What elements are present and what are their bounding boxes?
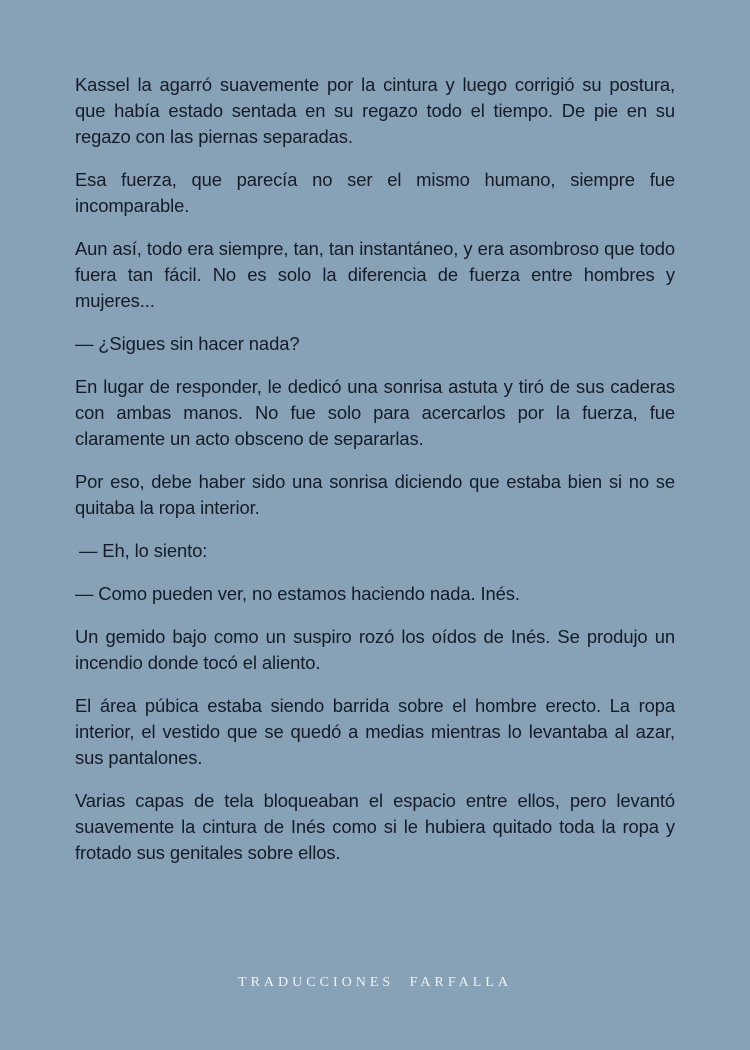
paragraph: El área púbica estaba siendo barrida sobre el hombre erecto. La ropa interior, el vestido que se quedó a medias mientras lo levantaba al azar, sus pantalones. [75,695,675,768]
page-body [75,72,675,883]
paragraph: Un gemido bajo como un suspiro rozó los oídos de Inés. Se produjo un incendio donde tocó el aliento. [75,626,675,673]
dialogue-line: — ¿Sigues sin hacer nada? [75,333,300,354]
paragraph: Aun así, todo era siempre, tan, tan instantáneo, y era asombroso que todo fuera tan fácil. No es solo la diferencia de fuerza entre hombres y mujeres... [75,238,675,311]
paragraph: Por eso, debe haber sido una sonrisa diciendo que estaba bien si no se quitaba la ropa interior. [75,471,675,518]
dialogue-line: — Como pueden ver, no estamos haciendo nada. Inés. [75,583,520,604]
paragraph: Varias capas de tela bloqueaban el espacio entre ellos, pero levantó suavemente la cintura de Inés como si le hubiera quitado toda la ropa y frotado sus genitales sobre ellos. [75,790,675,863]
paragraph: En lugar de responder, le dedicó una sonrisa astuta y tiró de sus caderas con ambas manos. No fue solo para acercarlos por la fuerza, fue claramente un acto obsceno de separarlas. [75,376,675,449]
paragraph: Kassel la agarró suavemente por la cintura y luego corrigió su postura, que había estado sentada en su regazo todo el tiempo. De pie en su regazo con las piernas separadas. [75,74,675,147]
translator-credit: TRADUCCIONES FARFALLA [238,975,512,990]
dialogue-line: — Eh, lo siento: [79,540,208,561]
paragraph: Esa fuerza, que parecía no ser el mismo humano, siempre fue incomparable. [75,169,675,216]
